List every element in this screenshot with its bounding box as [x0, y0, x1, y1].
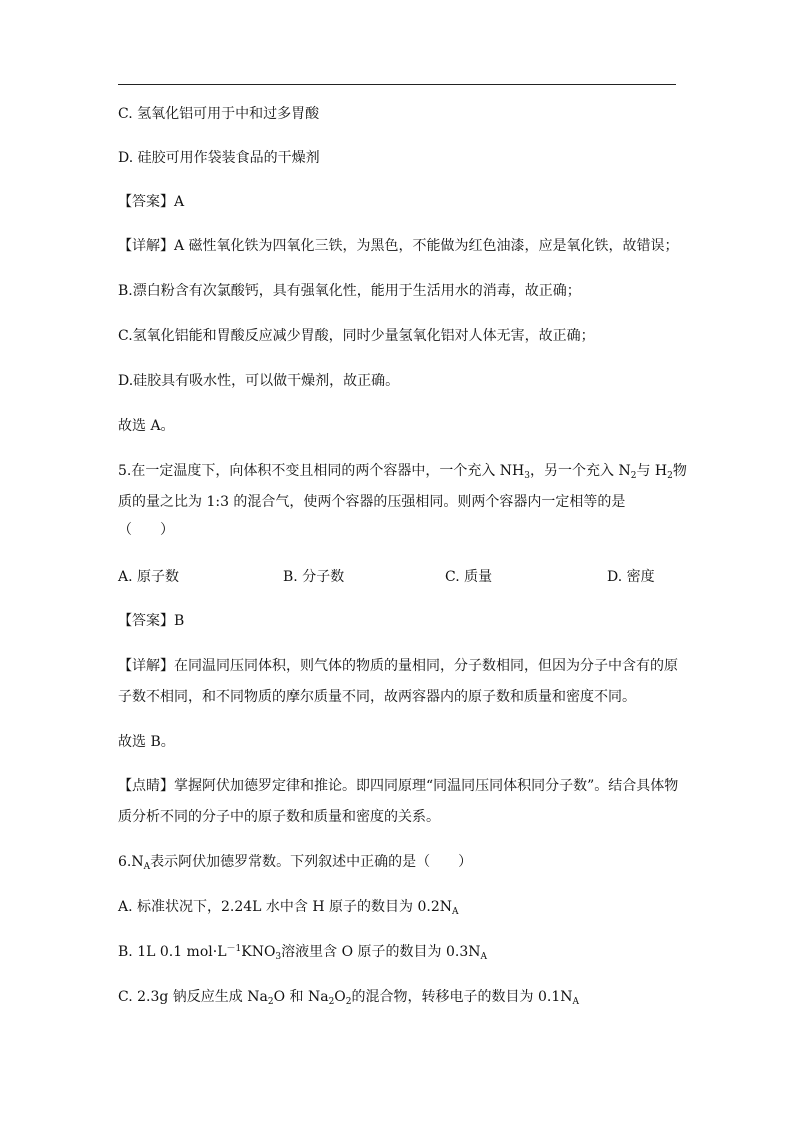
q6-option-c: C. 2.3g 钠反应生成 $Na_2O$ 和 $Na_2O_2$的混合物，转移电子的数目为 $0.1N_A$: [118, 989, 579, 1007]
q5-answer: 【答案】B: [118, 613, 185, 629]
q4-choose: 故选 A。: [118, 418, 175, 434]
q5-option-b: B. 分子数: [283, 569, 345, 585]
q4-detail-d: D.硅胶具有吸水性，可以做干燥剂，故正确。: [118, 373, 400, 389]
q5-detail-line2: 子数不相同，和不同物质的摩尔质量不同，故两容器内的原子数和质量和密度不同。: [118, 689, 636, 705]
q6-stem: $6.N_A$表示阿伏加德罗常数。下列叙述中正确的是（ ）: [118, 854, 473, 872]
q5-choose: 故选 B。: [118, 734, 175, 750]
q4-detail-c: C.氢氧化铝能和胃酸反应减少胃酸，同时少量氢氧化铝对人体无害，故正确；: [118, 328, 595, 344]
q6-option-b: B. 1L 0.1 $mol\cdot L^{-1}KNO_3$溶液里含 O 原子的数目为 $0.3N_A$: [118, 944, 487, 962]
q4-detail-a: 【详解】A 磁性氧化铁为四氧化三铁，为黑色，不能做为红色油漆，应是氧化铁，故错误；: [118, 238, 679, 254]
header-rule: [118, 84, 676, 85]
q4-answer: 【答案】A: [118, 194, 185, 210]
q5-stem-paren: （ ）: [118, 522, 174, 538]
q5-stem-line2: 质的量之比为 1:3 的混合气，使两个容器的压强相同。则两个容器内一定相等的是: [118, 494, 626, 510]
q4-option-d: D. 硅胶可用作袋装食品的干燥剂: [118, 150, 320, 166]
q5-stem-line1: 5.在一定温度下，向体积不变且相同的两个容器中，一个充入 $NH_3$，另一个充入 $N_2$与 $H_2$物: [118, 463, 687, 481]
q5-tip-line1: 【点睛】掌握阿伏加德罗定律和推论。即四同原理“同温同压同体积同分子数”。结合具体物: [118, 778, 679, 794]
q5-tip-line2: 质分析不同的分子中的原子数和质量和密度的关系。: [118, 809, 440, 825]
q5-option-a: A. 原子数: [118, 569, 180, 585]
q4-option-c: C. 氢氧化铝可用于中和过多胃酸: [118, 106, 320, 122]
q5-option-c: C. 质量: [445, 569, 493, 585]
q5-detail-line1: 【详解】在同温同压同体积，则气体的物质的量相同，分子数相同，但因为分子中含有的原: [118, 658, 678, 674]
q5-option-d: D. 密度: [607, 569, 655, 585]
q4-detail-b: B.漂白粉含有次氯酸钙，具有强氧化性，能用于生活用水的消毒，故正确；: [118, 283, 581, 299]
q6-option-a: A. 标准状况下，2.24L 水中含 H 原子的数目为 $0.2N_A$: [118, 899, 459, 917]
